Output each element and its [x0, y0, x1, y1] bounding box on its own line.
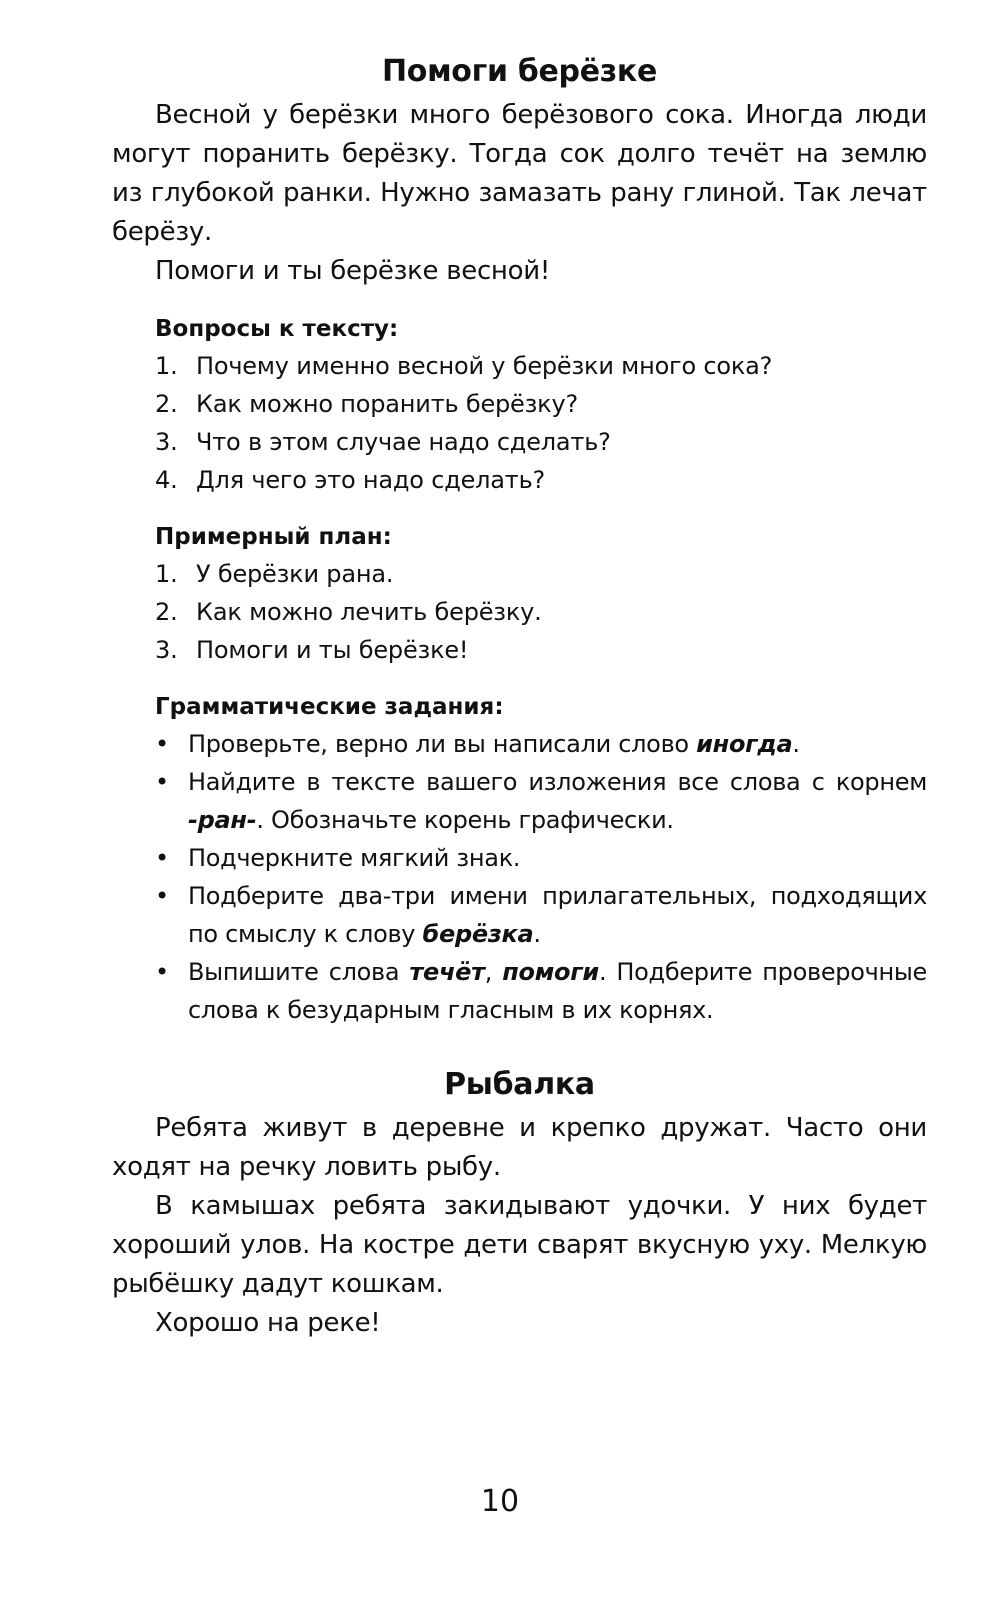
page-number: 10 — [480, 1484, 520, 1519]
bullet-icon: • — [155, 844, 169, 872]
item-text: У берёзки рана. — [196, 560, 394, 588]
story-paragraph: Хорошо на реке! — [155, 1308, 381, 1338]
grammar-heading: Грамматические задания: — [155, 694, 504, 720]
grammar-task — [155, 877, 927, 953]
item-number: 2. — [155, 390, 178, 418]
story-fishing — [112, 1065, 927, 1343]
question-item — [155, 385, 927, 423]
plan-item — [155, 555, 927, 593]
item-text: Почему именно весной у берёзки много сока? — [196, 352, 773, 380]
task-text: Выпишите слова течёт, помоги. Подберите проверочные слова к безударным гласным в их корнях. — [188, 958, 927, 1024]
story-paragraph: Весной у берёзки много берёзового сока. Иногда люди могут поранить берёзку. Тогда сок долго течёт на землю из глубокой ранки. Нужно замазать рану глиной. Так лечат берёзу. — [112, 100, 927, 247]
task-text: Подчеркните мягкий знак. — [188, 844, 521, 872]
task-text: Подберите два-три имени прилагательных, подходящих по смыслу к слову берёзка. — [188, 882, 927, 948]
plan-item — [155, 593, 927, 631]
item-number: 2. — [155, 598, 178, 626]
task-text: Найдите в тексте вашего изложения все слова с корнем -ран-. Обозначьте корень графически. — [188, 768, 927, 834]
grammar-task — [155, 839, 927, 877]
story-paragraph: В камышах ребята закидывают удочки. У них будет хороший улов. На костре дети сварят вкусную уху. Мелкую рыбёшку дадут кошкам. — [112, 1191, 927, 1299]
questions-heading: Вопросы к тексту: — [155, 316, 399, 342]
item-number: 3. — [155, 636, 178, 664]
item-text: Как можно поранить берёзку? — [196, 390, 579, 418]
item-text: Как можно лечить берёзку. — [196, 598, 542, 626]
questions-list — [155, 347, 927, 499]
item-number: 1. — [155, 560, 178, 588]
plan-item — [155, 631, 927, 669]
story-title: Рыбалка — [444, 1067, 595, 1102]
bullet-icon: • — [155, 958, 169, 986]
plan-heading: Примерный план: — [155, 524, 392, 550]
question-item — [155, 423, 927, 461]
story-paragraph: Помоги и ты берёзке весной! — [155, 256, 550, 286]
emphasized-word: течёт — [409, 958, 485, 986]
grammar-task — [155, 725, 927, 763]
item-number: 1. — [155, 352, 178, 380]
item-text: Помоги и ты берёзке! — [196, 636, 469, 664]
story-help-birch — [112, 52, 927, 1029]
item-number: 3. — [155, 428, 178, 456]
bullet-icon: • — [155, 730, 169, 758]
question-item — [155, 461, 927, 499]
emphasized-word: берёзка — [422, 920, 534, 948]
question-item — [155, 347, 927, 385]
item-text: Что в этом случае надо сделать? — [196, 428, 611, 456]
plan-list — [155, 555, 927, 669]
story-paragraph: Ребята живут в деревне и крепко дружат. Часто они ходят на речку ловить рыбу. — [112, 1113, 927, 1182]
story-title: Помоги берёзке — [381, 54, 658, 89]
emphasized-word: помоги — [502, 958, 599, 986]
task-text: Проверьте, верно ли вы написали слово иногда. — [188, 730, 800, 758]
item-text: Для чего это надо сделать? — [196, 466, 546, 494]
emphasized-word: иногда — [696, 730, 793, 758]
grammar-task — [155, 953, 927, 1029]
grammar-task-list — [155, 725, 927, 1029]
bullet-icon: • — [155, 882, 169, 910]
grammar-task — [155, 763, 927, 839]
emphasized-word: -ран- — [188, 806, 257, 834]
page-content — [112, 52, 927, 1343]
item-number: 4. — [155, 466, 178, 494]
bullet-icon: • — [155, 768, 169, 796]
